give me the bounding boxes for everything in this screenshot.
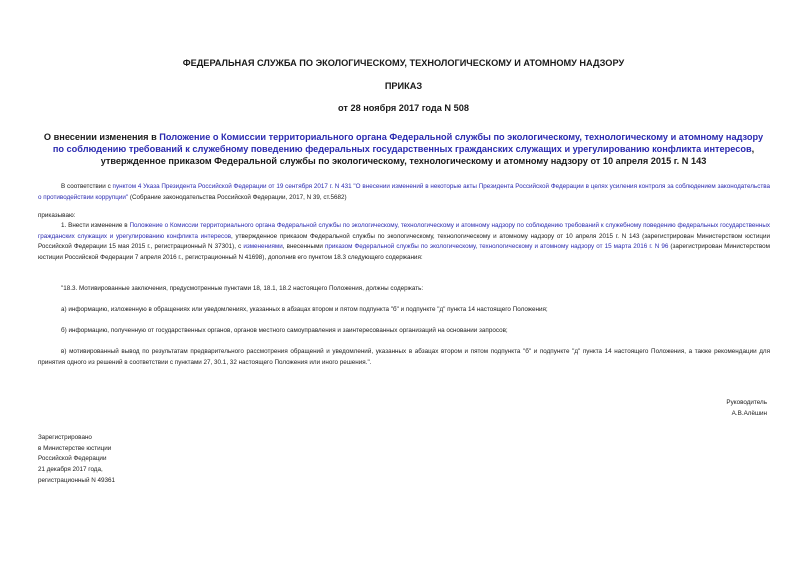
registration-line-5: регистрационный N 49361	[38, 476, 116, 484]
item1-link-changes[interactable]: изменениями	[243, 243, 283, 251]
title-link[interactable]: Положение о Комиссии территориального органа Федеральной службы по экологическому, технологическому и атомному надзору по соблюдению требований к служебному поведению федеральных государственных гражданских служащих и урегулированию конфликта интересов	[52, 132, 764, 155]
signature-name: А.В.Алёшин	[731, 409, 767, 417]
registration-line-1: Зарегистрировано	[38, 434, 92, 441]
item1-prefix: 1. Внести изменение в	[61, 222, 130, 229]
preamble-paragraph	[38, 182, 770, 203]
doc-type-heading: ПРИКАЗ	[384, 81, 423, 91]
registration-line-3: Российской Федерации	[38, 455, 107, 463]
item1-link-order[interactable]: приказом Федеральной службы по экологическому, технологическому и атомному надзору от 15 марта 2016 г. N 96	[325, 243, 669, 251]
document-title	[40, 131, 767, 168]
signature-block	[567, 398, 767, 419]
quote-item-b: б) информацию, полученную от государственных органов, органов местного самоуправления и заинтересованных организаций на основании запросов;	[61, 327, 508, 334]
quote-intro: "18.3. Мотивированные заключения, предусмотренные пунктами 18, 18.1, 18.2 настоящего Положения, должны содержать:	[61, 285, 424, 292]
quote-item-c: в) мотивированный вывод по результатам предварительного рассмотрения обращений и уведомлений, указанных в абзацах втором и пятом подпункта "б" и подпункте "д" пункта 14 настоящего Положения, а также рекомендации для принятия одного из решений в соответствии с пунктами 27, 30.1, 32 настоящего Положения или иного решения.".	[38, 348, 770, 366]
item1-mid2: , внесенными	[282, 243, 325, 251]
title-prefix: О внесении изменения в	[43, 132, 160, 142]
preamble-suffix: (Собрание законодательства Российской Федерации, 2017, N 39, ст.5682)	[128, 193, 347, 201]
registration-line-2: в Министерстве юстиции	[38, 444, 112, 452]
item1-mid1: , утвержденное приказом Федеральной службы по экологическому, технологическому и атомному надзору от 10 апреля 2015 г. N 143 (зарегистрирован Министерством юстиции Российской Федерации 15 мая 2015 г., регистрационный N 37301), с	[38, 232, 770, 251]
preamble-link[interactable]: пунктом 4 Указа Президента Российской Федерации от 19 сентября 2017 г. N 431 "О внесении изменений в некоторые акты Президента Российской Федерации в целях усиления контроля за соблюдением законодательства о противодействии коррупции"	[38, 183, 771, 201]
agency-heading: ФЕДЕРАЛЬНАЯ СЛУЖБА ПО ЭКОЛОГИЧЕСКОМУ, ТЕХНОЛОГИЧЕСКОМУ И АТОМНОМУ НАДЗОРУ	[182, 58, 625, 68]
quote-item-a: а) информацию, изложенную в обращениях или уведомлениях, указанных в абзацах втором и пятом подпункта "б" и подпункте "д" пункта 14 настоящего Положения;	[61, 306, 548, 313]
item1-link-regulation[interactable]: Положение о Комиссии территориального органа Федеральной службы по экологическому, технологическому и атомному надзору по соблюдению требований к служебному поведению федеральных государственных гражданских служащих и урегулированию конфликта интересов	[38, 222, 770, 240]
registration-line-4: 21 декабря 2017 года,	[38, 466, 103, 474]
signature-position: Руководитель	[726, 399, 767, 406]
title-suffix: , утвержденное приказом Федеральной службы по экологическому, технологическому и атомному надзору от 10 апреля 2015 г. N 143	[100, 144, 755, 167]
item1-paragraph	[38, 221, 770, 264]
preamble-prefix: В соответствии с	[61, 183, 113, 190]
date-number-heading: от 28 ноября 2017 года N 508	[338, 103, 469, 113]
registration-block	[38, 433, 238, 487]
item1-suffix: (зарегистрирован Министерством юстиции Российской Федерации 7 апреля 2016 г., регистрационный N 41698), дополнив его пунктом 18.3 следующего содержания:	[38, 243, 770, 262]
order-word: приказываю:	[38, 212, 76, 219]
